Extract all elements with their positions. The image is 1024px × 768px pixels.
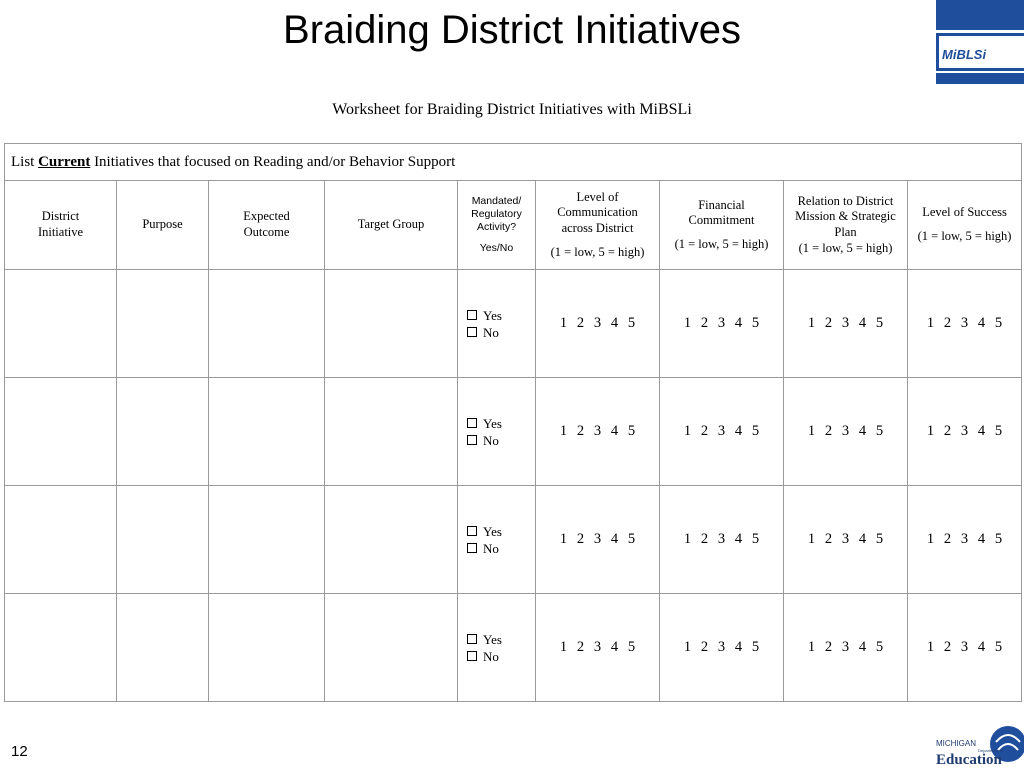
scale-value[interactable]: 2 bbox=[943, 423, 952, 439]
banner-emphasis: Current bbox=[38, 153, 91, 170]
scale-value[interactable]: 3 bbox=[717, 423, 726, 439]
scale-value[interactable]: 2 bbox=[700, 315, 709, 331]
banner-prefix: List bbox=[11, 153, 39, 170]
scale-value[interactable]: 4 bbox=[610, 531, 619, 547]
scale-value[interactable]: 3 bbox=[717, 531, 726, 547]
scale-value[interactable]: 1 bbox=[559, 315, 568, 331]
relation-scale bbox=[784, 594, 908, 702]
relation-scale bbox=[784, 486, 908, 594]
target-group-cell[interactable] bbox=[325, 378, 458, 486]
scale-value[interactable]: 1 bbox=[926, 315, 935, 331]
yes-no-cell bbox=[458, 486, 536, 594]
scale-value[interactable]: 3 bbox=[593, 315, 602, 331]
scale-value[interactable]: 4 bbox=[977, 639, 986, 655]
target-group-cell[interactable] bbox=[325, 486, 458, 594]
success-scale bbox=[908, 594, 1022, 702]
target-group-cell[interactable] bbox=[325, 270, 458, 378]
header-purpose: Purpose bbox=[117, 181, 209, 270]
scale-value[interactable]: 5 bbox=[751, 639, 760, 655]
scale-value[interactable]: 1 bbox=[807, 315, 816, 331]
mibsli-logo bbox=[936, 0, 1024, 84]
table-row bbox=[5, 594, 1022, 702]
expected-outcome-cell[interactable] bbox=[209, 270, 325, 378]
table-banner bbox=[5, 144, 1022, 181]
initiative-cell[interactable] bbox=[5, 486, 117, 594]
yes-checkbox[interactable] bbox=[467, 634, 477, 644]
communication-scale bbox=[536, 270, 660, 378]
no-option[interactable] bbox=[467, 648, 535, 665]
scale-value[interactable]: 5 bbox=[875, 639, 884, 655]
scale-value[interactable]: 4 bbox=[858, 639, 867, 655]
relation-scale bbox=[784, 270, 908, 378]
scale-value[interactable]: 1 bbox=[807, 423, 816, 439]
table-row bbox=[5, 486, 1022, 594]
yes-no-cell bbox=[458, 378, 536, 486]
header-expected-outcome: Expected Outcome bbox=[209, 181, 325, 270]
scale-value[interactable]: 1 bbox=[807, 639, 816, 655]
scale-value[interactable]: 2 bbox=[576, 423, 585, 439]
scale-value[interactable]: 5 bbox=[751, 423, 760, 439]
no-checkbox[interactable] bbox=[467, 435, 477, 445]
scale-value[interactable]: 2 bbox=[943, 639, 952, 655]
scale-value[interactable]: 3 bbox=[960, 639, 969, 655]
header-relation: Relation to District Mission & Strategic Plan (1 = low, 5 = high) bbox=[784, 181, 908, 270]
scale-value[interactable]: 5 bbox=[627, 639, 636, 655]
scale-value[interactable]: 4 bbox=[858, 423, 867, 439]
communication-scale bbox=[536, 378, 660, 486]
slide-title: Braiding District Initiatives bbox=[283, 8, 741, 52]
yes-label: Yes bbox=[483, 523, 502, 539]
purpose-cell[interactable] bbox=[117, 486, 209, 594]
header-district-initiative: District Initiative bbox=[5, 181, 117, 270]
yes-label: Yes bbox=[483, 307, 502, 323]
yes-no-cell bbox=[458, 270, 536, 378]
communication-scale bbox=[536, 594, 660, 702]
scale-value[interactable]: 1 bbox=[683, 423, 692, 439]
no-checkbox[interactable] bbox=[467, 327, 477, 337]
scale-value[interactable]: 3 bbox=[593, 531, 602, 547]
no-option[interactable] bbox=[467, 540, 535, 557]
scale-value[interactable]: 1 bbox=[559, 639, 568, 655]
scale-value[interactable]: 5 bbox=[875, 531, 884, 547]
communication-scale bbox=[536, 486, 660, 594]
scale-value[interactable]: 2 bbox=[576, 531, 585, 547]
yes-checkbox[interactable] bbox=[467, 526, 477, 536]
worksheet-title: Worksheet for Braiding District Initiatives with MiBSLi bbox=[332, 101, 692, 118]
expected-outcome-cell[interactable] bbox=[209, 594, 325, 702]
mde-logo-line2: Department of bbox=[978, 748, 1004, 753]
scale-value[interactable]: 4 bbox=[734, 315, 743, 331]
scale-value[interactable]: 3 bbox=[841, 639, 850, 655]
scale-value[interactable]: 2 bbox=[824, 531, 833, 547]
mde-logo-line1: MICHIGAN bbox=[936, 739, 976, 748]
scale-value[interactable]: 4 bbox=[610, 315, 619, 331]
yes-option[interactable] bbox=[467, 415, 535, 432]
financial-scale bbox=[660, 486, 784, 594]
no-label: No bbox=[483, 540, 499, 556]
scale-value[interactable]: 1 bbox=[926, 423, 935, 439]
scale-value[interactable]: 2 bbox=[943, 315, 952, 331]
financial-scale bbox=[660, 270, 784, 378]
scale-value[interactable]: 3 bbox=[960, 315, 969, 331]
target-group-cell[interactable] bbox=[325, 594, 458, 702]
scale-value[interactable]: 3 bbox=[960, 531, 969, 547]
success-scale bbox=[908, 378, 1022, 486]
scale-value[interactable]: 3 bbox=[841, 531, 850, 547]
scale-value[interactable]: 4 bbox=[734, 639, 743, 655]
banner-suffix: Initiatives that focused on Reading and/or Behavior Support bbox=[90, 153, 456, 170]
scale-value[interactable]: 3 bbox=[841, 423, 850, 439]
table-body bbox=[5, 270, 1022, 702]
scale-value[interactable]: 2 bbox=[576, 315, 585, 331]
initiative-cell[interactable] bbox=[5, 270, 117, 378]
purpose-cell[interactable] bbox=[117, 594, 209, 702]
mde-logo-line3: Education bbox=[936, 752, 1002, 768]
header-target-group: Target Group bbox=[325, 181, 458, 270]
no-option[interactable] bbox=[467, 324, 535, 341]
scale-value[interactable]: 3 bbox=[717, 639, 726, 655]
yes-option[interactable] bbox=[467, 523, 535, 540]
scale-value[interactable]: 1 bbox=[683, 315, 692, 331]
no-label: No bbox=[483, 324, 499, 340]
scale-value[interactable]: 5 bbox=[751, 315, 760, 331]
scale-value[interactable]: 5 bbox=[627, 531, 636, 547]
scale-value[interactable]: 2 bbox=[700, 639, 709, 655]
yes-checkbox[interactable] bbox=[467, 418, 477, 428]
scale-value[interactable]: 4 bbox=[858, 531, 867, 547]
header-mandated: Mandated/ Regulatory Activity? Yes/No bbox=[458, 181, 536, 270]
header-communication: Level of Communication across District (1 = low, 5 = high) bbox=[536, 181, 660, 270]
table-row bbox=[5, 378, 1022, 486]
no-checkbox[interactable] bbox=[467, 543, 477, 553]
scale-value[interactable]: 1 bbox=[559, 531, 568, 547]
mibsli-logo-text: MiBLSi bbox=[942, 47, 987, 62]
scale-value[interactable]: 3 bbox=[593, 639, 602, 655]
scale-value[interactable]: 5 bbox=[994, 315, 1003, 331]
success-scale bbox=[908, 486, 1022, 594]
scale-value[interactable]: 4 bbox=[858, 315, 867, 331]
scale-value[interactable]: 3 bbox=[593, 423, 602, 439]
scale-value[interactable]: 1 bbox=[683, 639, 692, 655]
no-checkbox[interactable] bbox=[467, 651, 477, 661]
scale-value[interactable]: 5 bbox=[994, 423, 1003, 439]
scale-value[interactable]: 2 bbox=[576, 639, 585, 655]
initiatives-table bbox=[4, 143, 1022, 702]
no-option[interactable] bbox=[467, 432, 535, 449]
header-financial: Financial Commitment (1 = low, 5 = high) bbox=[660, 181, 784, 270]
yes-checkbox[interactable] bbox=[467, 310, 477, 320]
scale-value[interactable]: 2 bbox=[943, 531, 952, 547]
header-row bbox=[5, 181, 1022, 270]
yes-no-cell bbox=[458, 594, 536, 702]
page-number: 12 bbox=[11, 743, 28, 760]
no-label: No bbox=[483, 432, 499, 448]
scale-value[interactable]: 4 bbox=[734, 531, 743, 547]
scale-value[interactable]: 4 bbox=[977, 315, 986, 331]
scale-value[interactable]: 1 bbox=[683, 531, 692, 547]
scale-value[interactable]: 2 bbox=[824, 315, 833, 331]
scale-value[interactable]: 5 bbox=[994, 639, 1003, 655]
scale-value[interactable]: 1 bbox=[559, 423, 568, 439]
scale-value[interactable]: 1 bbox=[926, 639, 935, 655]
expected-outcome-cell[interactable] bbox=[209, 486, 325, 594]
scale-value[interactable]: 5 bbox=[751, 531, 760, 547]
yes-label: Yes bbox=[483, 631, 502, 647]
scale-value[interactable]: 3 bbox=[717, 315, 726, 331]
header-success: Level of Success (1 = low, 5 = high) bbox=[908, 181, 1022, 270]
scale-value[interactable]: 3 bbox=[960, 423, 969, 439]
financial-scale bbox=[660, 594, 784, 702]
expected-outcome-cell[interactable] bbox=[209, 378, 325, 486]
scale-value[interactable]: 5 bbox=[627, 315, 636, 331]
scale-value[interactable]: 5 bbox=[627, 423, 636, 439]
yes-option[interactable] bbox=[467, 307, 535, 324]
purpose-cell[interactable] bbox=[117, 378, 209, 486]
scale-value[interactable]: 4 bbox=[977, 531, 986, 547]
scale-value[interactable]: 5 bbox=[994, 531, 1003, 547]
scale-value[interactable]: 2 bbox=[824, 423, 833, 439]
scale-value[interactable]: 4 bbox=[610, 639, 619, 655]
scale-value[interactable]: 4 bbox=[734, 423, 743, 439]
scale-value[interactable]: 2 bbox=[700, 531, 709, 547]
scale-value[interactable]: 2 bbox=[700, 423, 709, 439]
purpose-cell[interactable] bbox=[117, 270, 209, 378]
scale-value[interactable]: 3 bbox=[841, 315, 850, 331]
yes-option[interactable] bbox=[467, 631, 535, 648]
scale-value[interactable]: 4 bbox=[610, 423, 619, 439]
scale-value[interactable]: 1 bbox=[807, 531, 816, 547]
financial-scale bbox=[660, 378, 784, 486]
scale-value[interactable]: 5 bbox=[875, 315, 884, 331]
success-scale bbox=[908, 270, 1022, 378]
scale-value[interactable]: 1 bbox=[926, 531, 935, 547]
table-row bbox=[5, 270, 1022, 378]
scale-value[interactable]: 2 bbox=[824, 639, 833, 655]
scale-value[interactable]: 5 bbox=[875, 423, 884, 439]
no-label: No bbox=[483, 648, 499, 664]
yes-label: Yes bbox=[483, 415, 502, 431]
michigan-education-logo bbox=[934, 722, 1024, 768]
initiative-cell[interactable] bbox=[5, 594, 117, 702]
relation-scale bbox=[784, 378, 908, 486]
scale-value[interactable]: 4 bbox=[977, 423, 986, 439]
initiative-cell[interactable] bbox=[5, 378, 117, 486]
